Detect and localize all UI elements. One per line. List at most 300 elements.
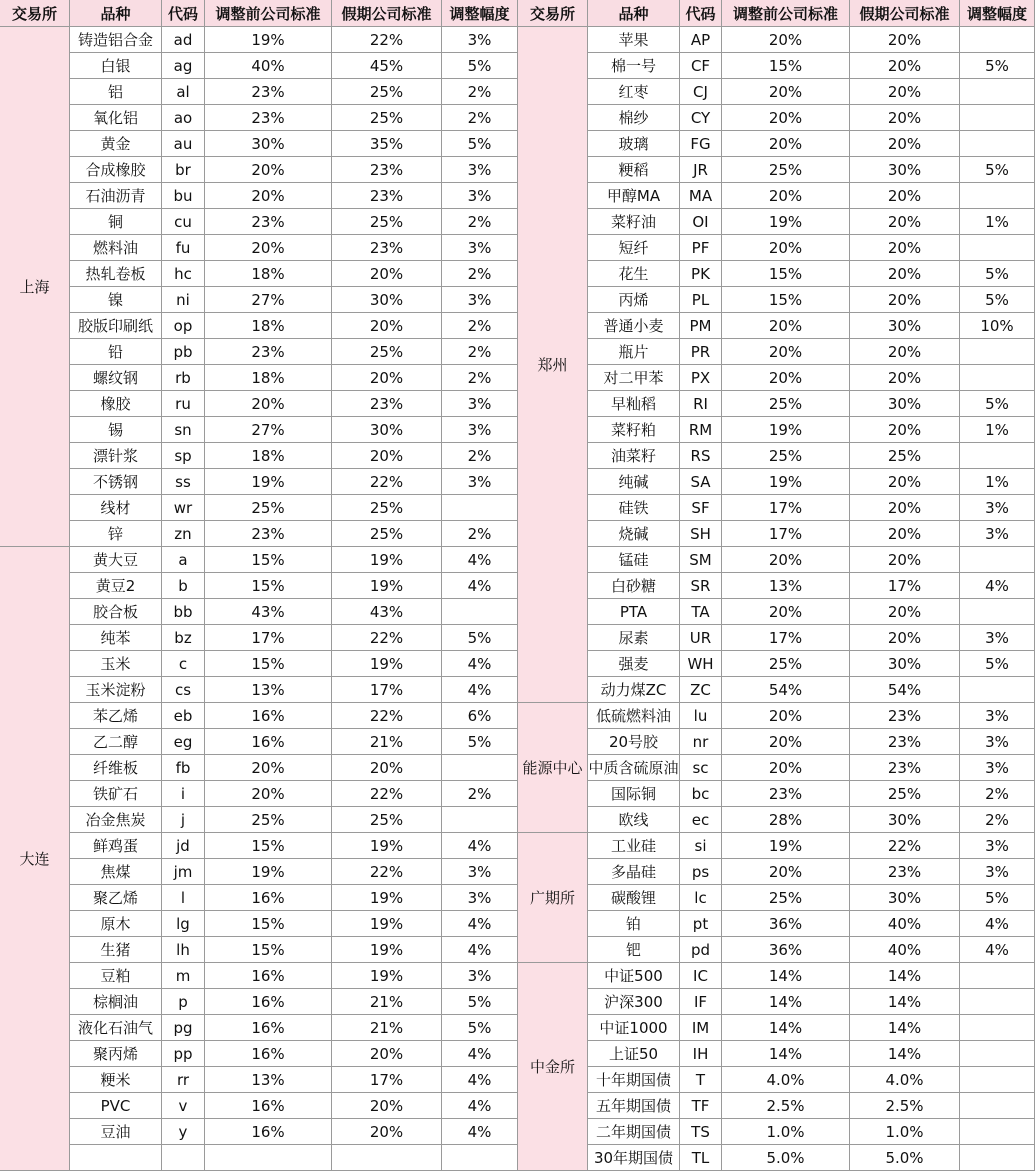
product-cell: 铂	[588, 911, 680, 937]
change-cell: 3%	[960, 859, 1035, 885]
product-cell: 玉米	[70, 651, 162, 677]
change-cell	[442, 807, 518, 833]
before-rate-cell: 1.0%	[722, 1119, 850, 1145]
before-rate-cell: 20%	[205, 755, 332, 781]
holiday-rate-cell: 20%	[332, 443, 442, 469]
product-cell: 短纤	[588, 235, 680, 261]
column-header: 品种	[70, 0, 162, 27]
code-cell: RI	[680, 391, 722, 417]
before-rate-cell: 36%	[722, 937, 850, 963]
before-rate-cell: 23%	[205, 79, 332, 105]
product-cell: 冶金焦炭	[70, 807, 162, 833]
change-cell: 3%	[960, 495, 1035, 521]
change-cell	[442, 755, 518, 781]
before-rate-cell: 15%	[205, 651, 332, 677]
before-rate-cell: 20%	[722, 339, 850, 365]
product-cell: 白砂糖	[588, 573, 680, 599]
holiday-rate-cell: 14%	[850, 1041, 960, 1067]
code-cell: j	[162, 807, 205, 833]
before-rate-cell: 40%	[205, 53, 332, 79]
code-cell: au	[162, 131, 205, 157]
before-rate-cell: 20%	[722, 547, 850, 573]
code-cell: PM	[680, 313, 722, 339]
change-cell: 4%	[442, 1041, 518, 1067]
before-rate-cell: 20%	[205, 391, 332, 417]
column-header: 交易所	[0, 0, 70, 27]
before-rate-cell: 28%	[722, 807, 850, 833]
holiday-rate-cell: 5.0%	[850, 1145, 960, 1171]
change-cell: 2%	[442, 365, 518, 391]
product-cell: 铜	[70, 209, 162, 235]
product-cell: 热轧卷板	[70, 261, 162, 287]
product-cell: 铸造铝合金	[70, 27, 162, 53]
code-cell: TS	[680, 1119, 722, 1145]
before-rate-cell: 27%	[205, 417, 332, 443]
code-cell: TA	[680, 599, 722, 625]
change-cell: 4%	[442, 651, 518, 677]
product-cell: 沪深300	[588, 989, 680, 1015]
before-rate-cell: 18%	[205, 313, 332, 339]
code-cell: T	[680, 1067, 722, 1093]
change-cell: 2%	[960, 781, 1035, 807]
product-cell: 丙烯	[588, 287, 680, 313]
code-cell: jd	[162, 833, 205, 859]
before-rate-cell: 17%	[722, 495, 850, 521]
change-cell: 2%	[442, 313, 518, 339]
code-cell: pp	[162, 1041, 205, 1067]
product-cell: 锰硅	[588, 547, 680, 573]
holiday-rate-cell: 14%	[850, 963, 960, 989]
product-cell: 国际铜	[588, 781, 680, 807]
change-cell: 1%	[960, 209, 1035, 235]
before-rate-cell: 20%	[722, 235, 850, 261]
change-cell: 5%	[442, 989, 518, 1015]
before-rate-cell: 13%	[722, 573, 850, 599]
product-cell: 玉米淀粉	[70, 677, 162, 703]
product-cell: 钯	[588, 937, 680, 963]
code-cell: bu	[162, 183, 205, 209]
change-cell	[960, 339, 1035, 365]
holiday-rate-cell: 30%	[850, 157, 960, 183]
code-cell: CF	[680, 53, 722, 79]
code-cell: l	[162, 885, 205, 911]
before-rate-cell: 23%	[205, 339, 332, 365]
change-cell: 2%	[442, 209, 518, 235]
code-cell: RS	[680, 443, 722, 469]
before-rate-cell: 16%	[205, 703, 332, 729]
before-rate-cell: 14%	[722, 989, 850, 1015]
holiday-rate-cell: 14%	[850, 989, 960, 1015]
before-rate-cell: 5.0%	[722, 1145, 850, 1171]
holiday-rate-cell: 2.5%	[850, 1093, 960, 1119]
product-cell: 中证1000	[588, 1015, 680, 1041]
code-cell: MA	[680, 183, 722, 209]
change-cell	[960, 1119, 1035, 1145]
before-rate-cell: 15%	[722, 261, 850, 287]
holiday-rate-cell: 23%	[332, 391, 442, 417]
change-cell: 5%	[960, 391, 1035, 417]
change-cell: 5%	[442, 625, 518, 651]
before-rate-cell: 19%	[205, 859, 332, 885]
before-rate-cell: 20%	[722, 27, 850, 53]
before-rate-cell: 23%	[722, 781, 850, 807]
product-cell: 对二甲苯	[588, 365, 680, 391]
before-rate-cell: 54%	[722, 677, 850, 703]
before-rate-cell: 4.0%	[722, 1067, 850, 1093]
change-cell: 5%	[960, 651, 1035, 677]
holiday-rate-cell: 20%	[332, 261, 442, 287]
before-rate-cell: 15%	[205, 573, 332, 599]
code-cell: al	[162, 79, 205, 105]
code-cell: lg	[162, 911, 205, 937]
change-cell: 4%	[442, 677, 518, 703]
holiday-rate-cell: 20%	[850, 365, 960, 391]
product-cell: 铅	[70, 339, 162, 365]
holiday-rate-cell: 20%	[850, 417, 960, 443]
holiday-rate-cell: 22%	[332, 859, 442, 885]
before-rate-cell: 20%	[722, 859, 850, 885]
column-header: 假期公司标准	[332, 0, 442, 27]
change-cell: 5%	[442, 131, 518, 157]
product-cell: 花生	[588, 261, 680, 287]
before-rate-cell: 15%	[205, 833, 332, 859]
product-cell: 欧线	[588, 807, 680, 833]
before-rate-cell: 19%	[722, 469, 850, 495]
change-cell	[442, 599, 518, 625]
holiday-rate-cell: 23%	[332, 235, 442, 261]
holiday-rate-cell: 20%	[332, 313, 442, 339]
holiday-rate-cell: 25%	[850, 443, 960, 469]
change-cell: 5%	[960, 885, 1035, 911]
change-cell: 1%	[960, 469, 1035, 495]
holiday-rate-cell: 20%	[850, 183, 960, 209]
change-cell: 4%	[442, 547, 518, 573]
product-cell: 粳米	[70, 1067, 162, 1093]
holiday-rate-cell: 19%	[332, 911, 442, 937]
exchange-cell: 大连	[0, 547, 70, 1171]
product-cell: 黄豆2	[70, 573, 162, 599]
code-cell: jm	[162, 859, 205, 885]
code-cell: lu	[680, 703, 722, 729]
before-rate-cell: 20%	[722, 313, 850, 339]
product-cell: 纯碱	[588, 469, 680, 495]
code-cell: AP	[680, 27, 722, 53]
product-cell: 锡	[70, 417, 162, 443]
holiday-rate-cell: 30%	[850, 391, 960, 417]
column-header: 交易所	[518, 0, 588, 27]
exchange-cell: 上海	[0, 27, 70, 547]
product-cell: 生猪	[70, 937, 162, 963]
before-rate-cell: 25%	[722, 651, 850, 677]
holiday-rate-cell: 22%	[332, 27, 442, 53]
code-cell: IM	[680, 1015, 722, 1041]
product-cell: 早籼稻	[588, 391, 680, 417]
code-cell: fb	[162, 755, 205, 781]
product-cell: 油菜籽	[588, 443, 680, 469]
column-header: 品种	[588, 0, 680, 27]
holiday-rate-cell: 21%	[332, 729, 442, 755]
change-cell: 5%	[442, 729, 518, 755]
product-cell: 豆油	[70, 1119, 162, 1145]
change-cell: 5%	[442, 53, 518, 79]
change-cell	[960, 547, 1035, 573]
change-cell	[960, 963, 1035, 989]
code-cell: PL	[680, 287, 722, 313]
change-cell: 4%	[442, 1119, 518, 1145]
holiday-rate-cell: 22%	[332, 703, 442, 729]
before-rate-cell: 25%	[722, 157, 850, 183]
product-cell: 鲜鸡蛋	[70, 833, 162, 859]
product-cell: 聚丙烯	[70, 1041, 162, 1067]
holiday-rate-cell: 23%	[850, 703, 960, 729]
product-cell: 多晶硅	[588, 859, 680, 885]
column-header: 假期公司标准	[850, 0, 960, 27]
holiday-rate-cell: 20%	[850, 521, 960, 547]
product-cell: 线材	[70, 495, 162, 521]
before-rate-cell: 23%	[205, 105, 332, 131]
before-rate-cell: 14%	[722, 963, 850, 989]
change-cell: 3%	[960, 729, 1035, 755]
code-cell: ag	[162, 53, 205, 79]
holiday-rate-cell: 20%	[850, 625, 960, 651]
change-cell: 2%	[442, 339, 518, 365]
before-rate-cell: 19%	[205, 27, 332, 53]
before-rate-cell: 18%	[205, 443, 332, 469]
column-header: 代码	[680, 0, 722, 27]
product-cell: 玻璃	[588, 131, 680, 157]
change-cell: 3%	[442, 27, 518, 53]
holiday-rate-cell: 40%	[850, 911, 960, 937]
code-cell: si	[680, 833, 722, 859]
code-cell: OI	[680, 209, 722, 235]
before-rate-cell: 16%	[205, 989, 332, 1015]
before-rate-cell: 14%	[722, 1015, 850, 1041]
holiday-rate-cell: 19%	[332, 885, 442, 911]
holiday-rate-cell: 20%	[850, 53, 960, 79]
code-cell: ZC	[680, 677, 722, 703]
code-cell: WH	[680, 651, 722, 677]
before-rate-cell: 18%	[205, 365, 332, 391]
code-cell: SA	[680, 469, 722, 495]
holiday-rate-cell: 25%	[332, 79, 442, 105]
change-cell: 3%	[960, 521, 1035, 547]
product-cell: 中质含硫原油	[588, 755, 680, 781]
holiday-rate-cell: 25%	[332, 209, 442, 235]
before-rate-cell: 15%	[722, 53, 850, 79]
holiday-rate-cell: 20%	[850, 547, 960, 573]
product-cell: 棉纱	[588, 105, 680, 131]
column-header: 调整前公司标准	[722, 0, 850, 27]
before-rate-cell: 15%	[722, 287, 850, 313]
exchange-cell: 能源中心	[518, 703, 588, 833]
product-cell: 十年期国债	[588, 1067, 680, 1093]
before-rate-cell: 19%	[205, 469, 332, 495]
change-cell: 3%	[442, 963, 518, 989]
change-cell: 3%	[442, 183, 518, 209]
change-cell: 3%	[442, 157, 518, 183]
holiday-rate-cell: 35%	[332, 131, 442, 157]
change-cell	[960, 79, 1035, 105]
code-cell: b	[162, 573, 205, 599]
code-cell: SF	[680, 495, 722, 521]
holiday-rate-cell: 20%	[332, 1041, 442, 1067]
product-cell: PTA	[588, 599, 680, 625]
product-cell: 普通小麦	[588, 313, 680, 339]
holiday-rate-cell: 22%	[332, 469, 442, 495]
change-cell: 3%	[442, 859, 518, 885]
holiday-rate-cell: 25%	[332, 807, 442, 833]
before-rate-cell: 20%	[722, 105, 850, 131]
holiday-rate-cell: 20%	[332, 365, 442, 391]
column-header: 代码	[162, 0, 205, 27]
change-cell: 1%	[960, 417, 1035, 443]
code-cell: cu	[162, 209, 205, 235]
before-rate-cell: 15%	[205, 547, 332, 573]
product-cell: 漂针浆	[70, 443, 162, 469]
holiday-rate-cell: 23%	[850, 859, 960, 885]
before-rate-cell: 25%	[722, 391, 850, 417]
product-cell: 尿素	[588, 625, 680, 651]
code-cell: ni	[162, 287, 205, 313]
before-rate-cell: 17%	[205, 625, 332, 651]
code-cell: UR	[680, 625, 722, 651]
holiday-rate-cell: 17%	[332, 677, 442, 703]
change-cell	[960, 131, 1035, 157]
product-cell: 锌	[70, 521, 162, 547]
holiday-rate-cell: 22%	[332, 625, 442, 651]
exchange-cell: 郑州	[518, 27, 588, 703]
code-cell: rr	[162, 1067, 205, 1093]
holiday-rate-cell: 20%	[332, 1093, 442, 1119]
product-cell: 黄金	[70, 131, 162, 157]
holiday-rate-cell: 19%	[332, 651, 442, 677]
change-cell	[960, 1145, 1035, 1171]
product-cell: 豆粕	[70, 963, 162, 989]
code-cell: i	[162, 781, 205, 807]
change-cell: 4%	[960, 573, 1035, 599]
product-cell: 纯苯	[70, 625, 162, 651]
code-cell: op	[162, 313, 205, 339]
code-cell: y	[162, 1119, 205, 1145]
product-cell: 棉一号	[588, 53, 680, 79]
code-cell: hc	[162, 261, 205, 287]
holiday-rate-cell: 30%	[332, 417, 442, 443]
change-cell: 5%	[960, 53, 1035, 79]
product-cell: 乙二醇	[70, 729, 162, 755]
change-cell: 3%	[960, 703, 1035, 729]
product-cell: 石油沥青	[70, 183, 162, 209]
change-cell: 2%	[442, 781, 518, 807]
code-cell: SM	[680, 547, 722, 573]
holiday-rate-cell: 43%	[332, 599, 442, 625]
code-cell: SH	[680, 521, 722, 547]
code-cell: IH	[680, 1041, 722, 1067]
code-cell: ps	[680, 859, 722, 885]
holiday-rate-cell: 20%	[850, 235, 960, 261]
holiday-rate-cell: 21%	[332, 989, 442, 1015]
product-cell: 动力煤ZC	[588, 677, 680, 703]
change-cell	[442, 495, 518, 521]
code-cell: eb	[162, 703, 205, 729]
column-header: 调整前公司标准	[205, 0, 332, 27]
before-rate-cell: 20%	[722, 131, 850, 157]
before-rate-cell: 17%	[722, 521, 850, 547]
before-rate-cell: 16%	[205, 885, 332, 911]
holiday-rate-cell: 19%	[332, 937, 442, 963]
product-cell: 五年期国债	[588, 1093, 680, 1119]
holiday-rate-cell: 20%	[850, 599, 960, 625]
change-cell	[960, 989, 1035, 1015]
code-cell: IC	[680, 963, 722, 989]
change-cell: 4%	[960, 937, 1035, 963]
holiday-rate-cell: 25%	[332, 521, 442, 547]
change-cell: 5%	[442, 1015, 518, 1041]
product-cell: 液化石油气	[70, 1015, 162, 1041]
code-cell: pt	[680, 911, 722, 937]
holiday-rate-cell: 25%	[850, 781, 960, 807]
holiday-rate-cell: 40%	[850, 937, 960, 963]
product-cell: 瓶片	[588, 339, 680, 365]
before-rate-cell: 20%	[205, 235, 332, 261]
product-cell: 甲醇MA	[588, 183, 680, 209]
change-cell: 5%	[960, 261, 1035, 287]
product-cell: 胶版印刷纸	[70, 313, 162, 339]
exchange-cell: 广期所	[518, 833, 588, 963]
change-cell: 3%	[442, 235, 518, 261]
code-cell: wr	[162, 495, 205, 521]
code-cell: v	[162, 1093, 205, 1119]
before-rate-cell: 20%	[722, 79, 850, 105]
before-rate-cell: 25%	[722, 443, 850, 469]
change-cell: 2%	[960, 807, 1035, 833]
product-cell: 铝	[70, 79, 162, 105]
code-cell: p	[162, 989, 205, 1015]
holiday-rate-cell: 17%	[850, 573, 960, 599]
product-cell: 烧碱	[588, 521, 680, 547]
holiday-rate-cell: 20%	[850, 287, 960, 313]
product-cell: 聚乙烯	[70, 885, 162, 911]
holiday-rate-cell: 1.0%	[850, 1119, 960, 1145]
product-cell: 红枣	[588, 79, 680, 105]
code-cell: JR	[680, 157, 722, 183]
before-rate-cell: 19%	[722, 417, 850, 443]
holiday-rate-cell: 21%	[332, 1015, 442, 1041]
change-cell: 2%	[442, 105, 518, 131]
change-cell: 6%	[442, 703, 518, 729]
change-cell	[960, 443, 1035, 469]
before-rate-cell: 16%	[205, 1015, 332, 1041]
code-cell: ru	[162, 391, 205, 417]
holiday-rate-cell: 22%	[850, 833, 960, 859]
change-cell: 5%	[960, 287, 1035, 313]
holiday-rate-cell: 54%	[850, 677, 960, 703]
code-cell: PR	[680, 339, 722, 365]
change-cell: 2%	[442, 443, 518, 469]
product-cell: 二年期国债	[588, 1119, 680, 1145]
product-cell: 胶合板	[70, 599, 162, 625]
code-cell: sp	[162, 443, 205, 469]
code-cell: IF	[680, 989, 722, 1015]
holiday-rate-cell: 30%	[850, 313, 960, 339]
change-cell: 4%	[442, 911, 518, 937]
code-cell: bc	[680, 781, 722, 807]
holiday-rate-cell: 19%	[332, 547, 442, 573]
before-rate-cell: 15%	[205, 937, 332, 963]
code-cell: rb	[162, 365, 205, 391]
change-cell	[960, 1041, 1035, 1067]
holiday-rate-cell: 30%	[850, 651, 960, 677]
product-cell: 30年期国债	[588, 1145, 680, 1171]
